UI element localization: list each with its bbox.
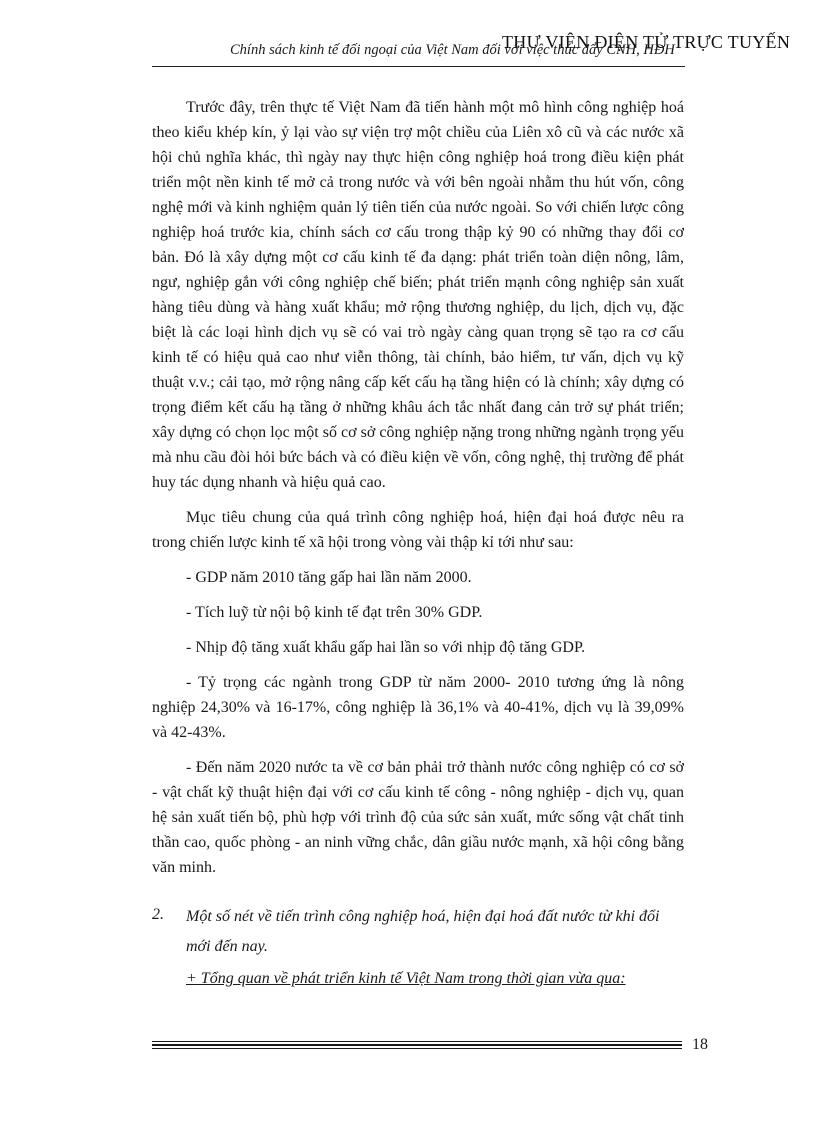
watermark: THƯ VIỆN ĐIỆN TỬ TRỰC TUYẾN [502,32,791,52]
paragraph-objectives: Mục tiêu chung của quá trình công nghiệp hoá, hiện đại hoá được nêu ra trong chiến lược kinh tế xã hội trong vòng vài thập kỉ tới như sau: [152,509,684,551]
section-heading [152,902,684,962]
header-title: Chính sách kinh tế đối ngoại của Việt Nam đối với việc thúc đẩy CNH, HĐH [230,42,675,58]
list-item-sector-share: - Tỷ trọng các ngành trong GDP từ năm 2000- 2010 tương ứng là nông nghiệp 24,30% và 16-17%, công nghiệp là 36,1% và 40-41%, dịch vụ là 39,09% và 42-43%. [152,674,684,741]
section-title: Một số nét về tiến trình công nghiệp hoá, hiện đại hoá đất nước từ khi đổi mới đến nay. [186,908,660,955]
footer-divider [152,1041,682,1051]
list-item-export: - Nhịp độ tăng xuất khẩu gấp hai lần so với nhịp độ tăng GDP. [186,639,586,656]
list-item-gdp: - GDP năm 2010 tăng gấp hai lần năm 2000. [186,569,472,586]
document-body [152,95,684,991]
page-number: 18 [692,1036,708,1053]
list-item-2020-goal: - Đến năm 2020 nước ta về cơ bản phải trở thành nước công nghiệp có cơ sở - vật chất kỹ thuật hiện đại với cơ cấu kinh tế công - nông nghiệp - dịch vụ, quan hệ sản xuất tiến bộ, phù hợp với trình độ của sức sản xuất, mức sống vật chất tinh thần cao, quốc phòng - an ninh vững chắc, dân giầu nước mạnh, xã hội công bằng văn minh. [152,759,684,876]
paragraph-intro: Trước đây, trên thực tế Việt Nam đã tiến hành một mô hình công nghiệp hoá theo kiểu khép kín, ỷ lại vào sự viện trợ một chiều của Liên xô cũ và các nước xã hội chủ nghĩa khác, thì ngày nay thực hiện công nghiệp hoá trong điều kiện phát triển một nền kinh tế mở cả trong nước và với bên ngoài nhằm thu hút vốn, công nghệ mới và kinh nghiệm quản lý tiên tiến của nước ngoài. So với chiến lược công nghiệp hoá trước kia, chính sách cơ cấu trong thập kỷ 90 có những thay đổi cơ bản. Đó là xây dựng một cơ cấu kinh tế đa dạng: phát triển toàn diện nông, lâm, ngư, nghiệp gắn với công nghiệp chế biến; phát triển mạnh công nghiệp sản xuất hàng tiêu dùng và hàng xuất khẩu; mở rộng thương nghiệp, du lịch, dịch vụ, đặc biệt là các loại hình dịch vụ sẽ có vai trò ngày càng quan trọng sẽ tạo ra cơ cấu kinh tế có hiệu quả cao như viễn thông, tài chính, bảo hiểm, tư vấn, dịch vụ kỹ thuật v.v.; cải tạo, mở rộng nâng cấp kết cấu hạ tầng hiện có là chính; xây dựng có trọng điểm kết cấu hạ tầng ở những khâu ách tắc nhất đang cản trở sự phát triển; xây dựng có chọn lọc một số cơ sở công nghiệp nặng trong những ngành trọng yếu mà nhu cầu đòi hỏi bức bách và có điều kiện về vốn, công nghệ, thị trường để phát huy tác dụng nhanh và hiệu quả cao. [152,99,684,491]
section-number: 2. [152,906,164,923]
subheading: + Tổng quan về phát triển kinh tế Việt Nam trong thời gian vừa qua: [186,970,626,987]
header-divider [152,66,685,67]
list-item-accumulation: - Tích luỹ từ nội bộ kinh tế đạt trên 30% GDP. [186,604,483,621]
